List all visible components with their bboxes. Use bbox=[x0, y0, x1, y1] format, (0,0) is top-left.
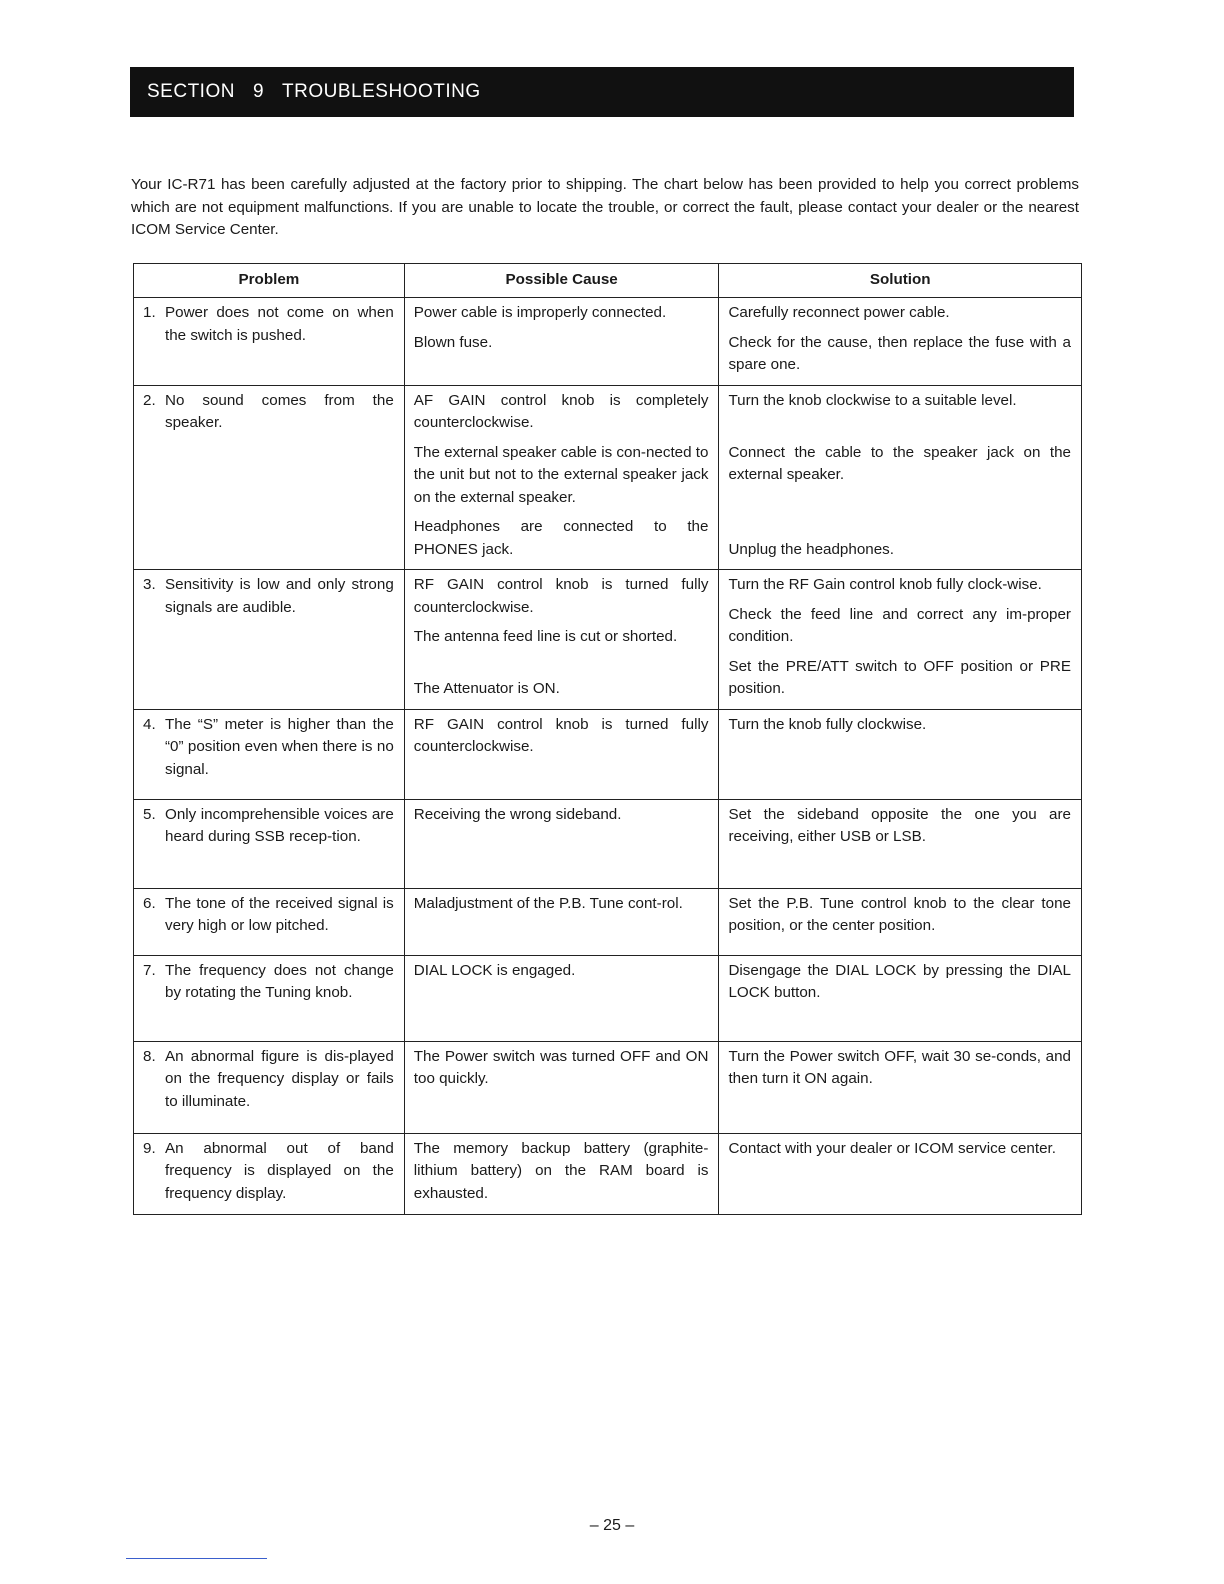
problem-number: 5. bbox=[143, 805, 156, 823]
table-row bbox=[134, 799, 1082, 888]
solution-item: Turn the knob fully clockwise. bbox=[728, 715, 927, 733]
cause-item: The memory backup battery (graphite-lithium battery) on the RAM board is exhausted. bbox=[413, 1139, 709, 1202]
problem-text: The frequency does not change by rotating the Tuning knob. bbox=[165, 961, 394, 1001]
troubleshooting-table bbox=[133, 263, 1082, 1215]
header-problem: Problem bbox=[134, 264, 405, 298]
section-number: 9 bbox=[252, 81, 265, 102]
problem-cell bbox=[134, 298, 405, 386]
cause-cell bbox=[404, 955, 719, 1041]
problem-cell bbox=[134, 1041, 405, 1133]
problem-number: 8. bbox=[143, 1047, 156, 1065]
cause-item: AF GAIN control knob is completely counterclockwise. bbox=[413, 391, 709, 431]
problem-text: The “S” meter is higher than the “0” position even when there is no signal. bbox=[165, 715, 394, 778]
table-row bbox=[134, 570, 1082, 710]
cause-cell bbox=[404, 888, 719, 955]
problem-text: An abnormal figure is dis-played on the frequency display or fails to illuminate. bbox=[165, 1047, 394, 1110]
table-row bbox=[134, 709, 1082, 799]
problem-cell bbox=[134, 1133, 405, 1214]
cause-item: Blown fuse. bbox=[413, 333, 493, 351]
solution-item: Connect the cable to the speaker jack on the external speaker. bbox=[728, 443, 1071, 483]
problem-number: 6. bbox=[143, 894, 156, 912]
cause-item: DIAL LOCK is engaged. bbox=[413, 961, 576, 979]
solution-item: Contact with your dealer or ICOM service center. bbox=[728, 1139, 1056, 1157]
solution-cell bbox=[719, 298, 1082, 386]
solution-cell bbox=[719, 888, 1082, 955]
solution-item: Turn the RF Gain control knob fully clock-wise. bbox=[728, 576, 1042, 593]
header-cause: Possible Cause bbox=[404, 264, 719, 298]
problem-cell bbox=[134, 709, 405, 799]
table-row bbox=[134, 955, 1082, 1041]
solution-cell bbox=[719, 709, 1082, 799]
solution-cell bbox=[719, 385, 1082, 570]
solution-item: Disengage the DIAL LOCK by pressing the DIAL LOCK button. bbox=[728, 961, 1071, 1001]
solution-cell bbox=[719, 570, 1082, 710]
solution-cell bbox=[719, 1133, 1082, 1214]
cause-item: The antenna feed line is cut or shorted. bbox=[413, 628, 678, 645]
section-label: SECTION bbox=[147, 81, 235, 102]
footer-rule bbox=[126, 1558, 267, 1559]
cause-item: Receiving the wrong sideband. bbox=[413, 805, 622, 823]
solution-item: Turn the knob clockwise to a suitable level. bbox=[728, 391, 1017, 409]
solution-item: Turn the Power switch OFF, wait 30 se-conds, and then turn it ON again. bbox=[728, 1047, 1071, 1087]
solution-item: Set the P.B. Tune control knob to the clear tone position, or the center position. bbox=[728, 894, 1071, 934]
cause-cell bbox=[404, 1133, 719, 1214]
intro-paragraph: Your IC-R71 has been carefully adjusted at the factory prior to shipping. The chart below has been provided to help you correct problems which are not equipment malfunctions. If you are unable to locate the trouble, or correct the fault, please contact your dealer or the nearest ICOM Service Center. bbox=[131, 176, 1079, 238]
table-row bbox=[134, 1041, 1082, 1133]
problem-number: 2. bbox=[143, 391, 156, 409]
problem-text: An abnormal out of band frequency is displayed on the frequency display. bbox=[165, 1139, 394, 1202]
problem-number: 7. bbox=[143, 961, 156, 979]
cause-cell bbox=[404, 709, 719, 799]
solution-item: Check the feed line and correct any im-proper condition. bbox=[728, 605, 1071, 645]
cause-item: The Attenuator is ON. bbox=[413, 680, 560, 697]
table-row bbox=[134, 888, 1082, 955]
problem-number: 4. bbox=[143, 715, 156, 733]
problem-cell bbox=[134, 385, 405, 570]
problem-text: Power does not come on when the switch is pushed. bbox=[165, 304, 394, 344]
section-title: TROUBLESHOOTING bbox=[282, 81, 481, 102]
problem-cell bbox=[134, 955, 405, 1041]
cause-item: RF GAIN control knob is turned fully counterclockwise. bbox=[413, 715, 709, 755]
header-solution: Solution bbox=[719, 264, 1082, 298]
solution-item: Carefully reconnect power cable. bbox=[728, 304, 950, 321]
solution-item: Set the PRE/ATT switch to OFF position or PRE position. bbox=[728, 657, 1071, 697]
problem-number: 1. bbox=[143, 304, 156, 321]
problem-number: 9. bbox=[143, 1139, 156, 1157]
cause-cell bbox=[404, 799, 719, 888]
solution-item: Set the sideband opposite the one you are receiving, either USB or LSB. bbox=[728, 805, 1071, 845]
cause-item: Power cable is improperly connected. bbox=[413, 304, 667, 321]
table-row bbox=[134, 298, 1082, 386]
problem-text: Sensitivity is low and only strong signals are audible. bbox=[165, 576, 394, 616]
problem-cell bbox=[134, 799, 405, 888]
cause-cell bbox=[404, 385, 719, 570]
cause-cell bbox=[404, 298, 719, 386]
cause-item: The external speaker cable is con-nected to the unit but not to the external speaker jack on the external speaker. bbox=[413, 443, 709, 506]
solution-item: Unplug the headphones. bbox=[728, 540, 894, 558]
table-row bbox=[134, 1133, 1082, 1214]
problem-text: No sound comes from the speaker. bbox=[165, 391, 394, 431]
solution-cell bbox=[719, 1041, 1082, 1133]
section-header bbox=[130, 67, 1074, 117]
table-header-row bbox=[134, 264, 1082, 298]
cause-cell bbox=[404, 570, 719, 710]
cause-cell bbox=[404, 1041, 719, 1133]
solution-cell bbox=[719, 955, 1082, 1041]
problem-number: 3. bbox=[143, 576, 156, 593]
problem-text: Only incomprehensible voices are heard during SSB recep-tion. bbox=[165, 805, 394, 845]
cause-item: Maladjustment of the P.B. Tune cont-rol. bbox=[413, 894, 683, 912]
cause-item: RF GAIN control knob is turned fully counterclockwise. bbox=[413, 576, 709, 616]
problem-text: The tone of the received signal is very high or low pitched. bbox=[165, 894, 394, 934]
cause-item: Headphones are connected to the PHONES jack. bbox=[413, 518, 709, 558]
page-number: – 25 – bbox=[589, 1517, 635, 1534]
problem-cell bbox=[134, 570, 405, 710]
solution-cell bbox=[719, 799, 1082, 888]
solution-item: Check for the cause, then replace the fuse with a spare one. bbox=[728, 333, 1071, 373]
table-row bbox=[134, 385, 1082, 570]
problem-cell bbox=[134, 888, 405, 955]
cause-item: The Power switch was turned OFF and ON too quickly. bbox=[413, 1047, 709, 1087]
